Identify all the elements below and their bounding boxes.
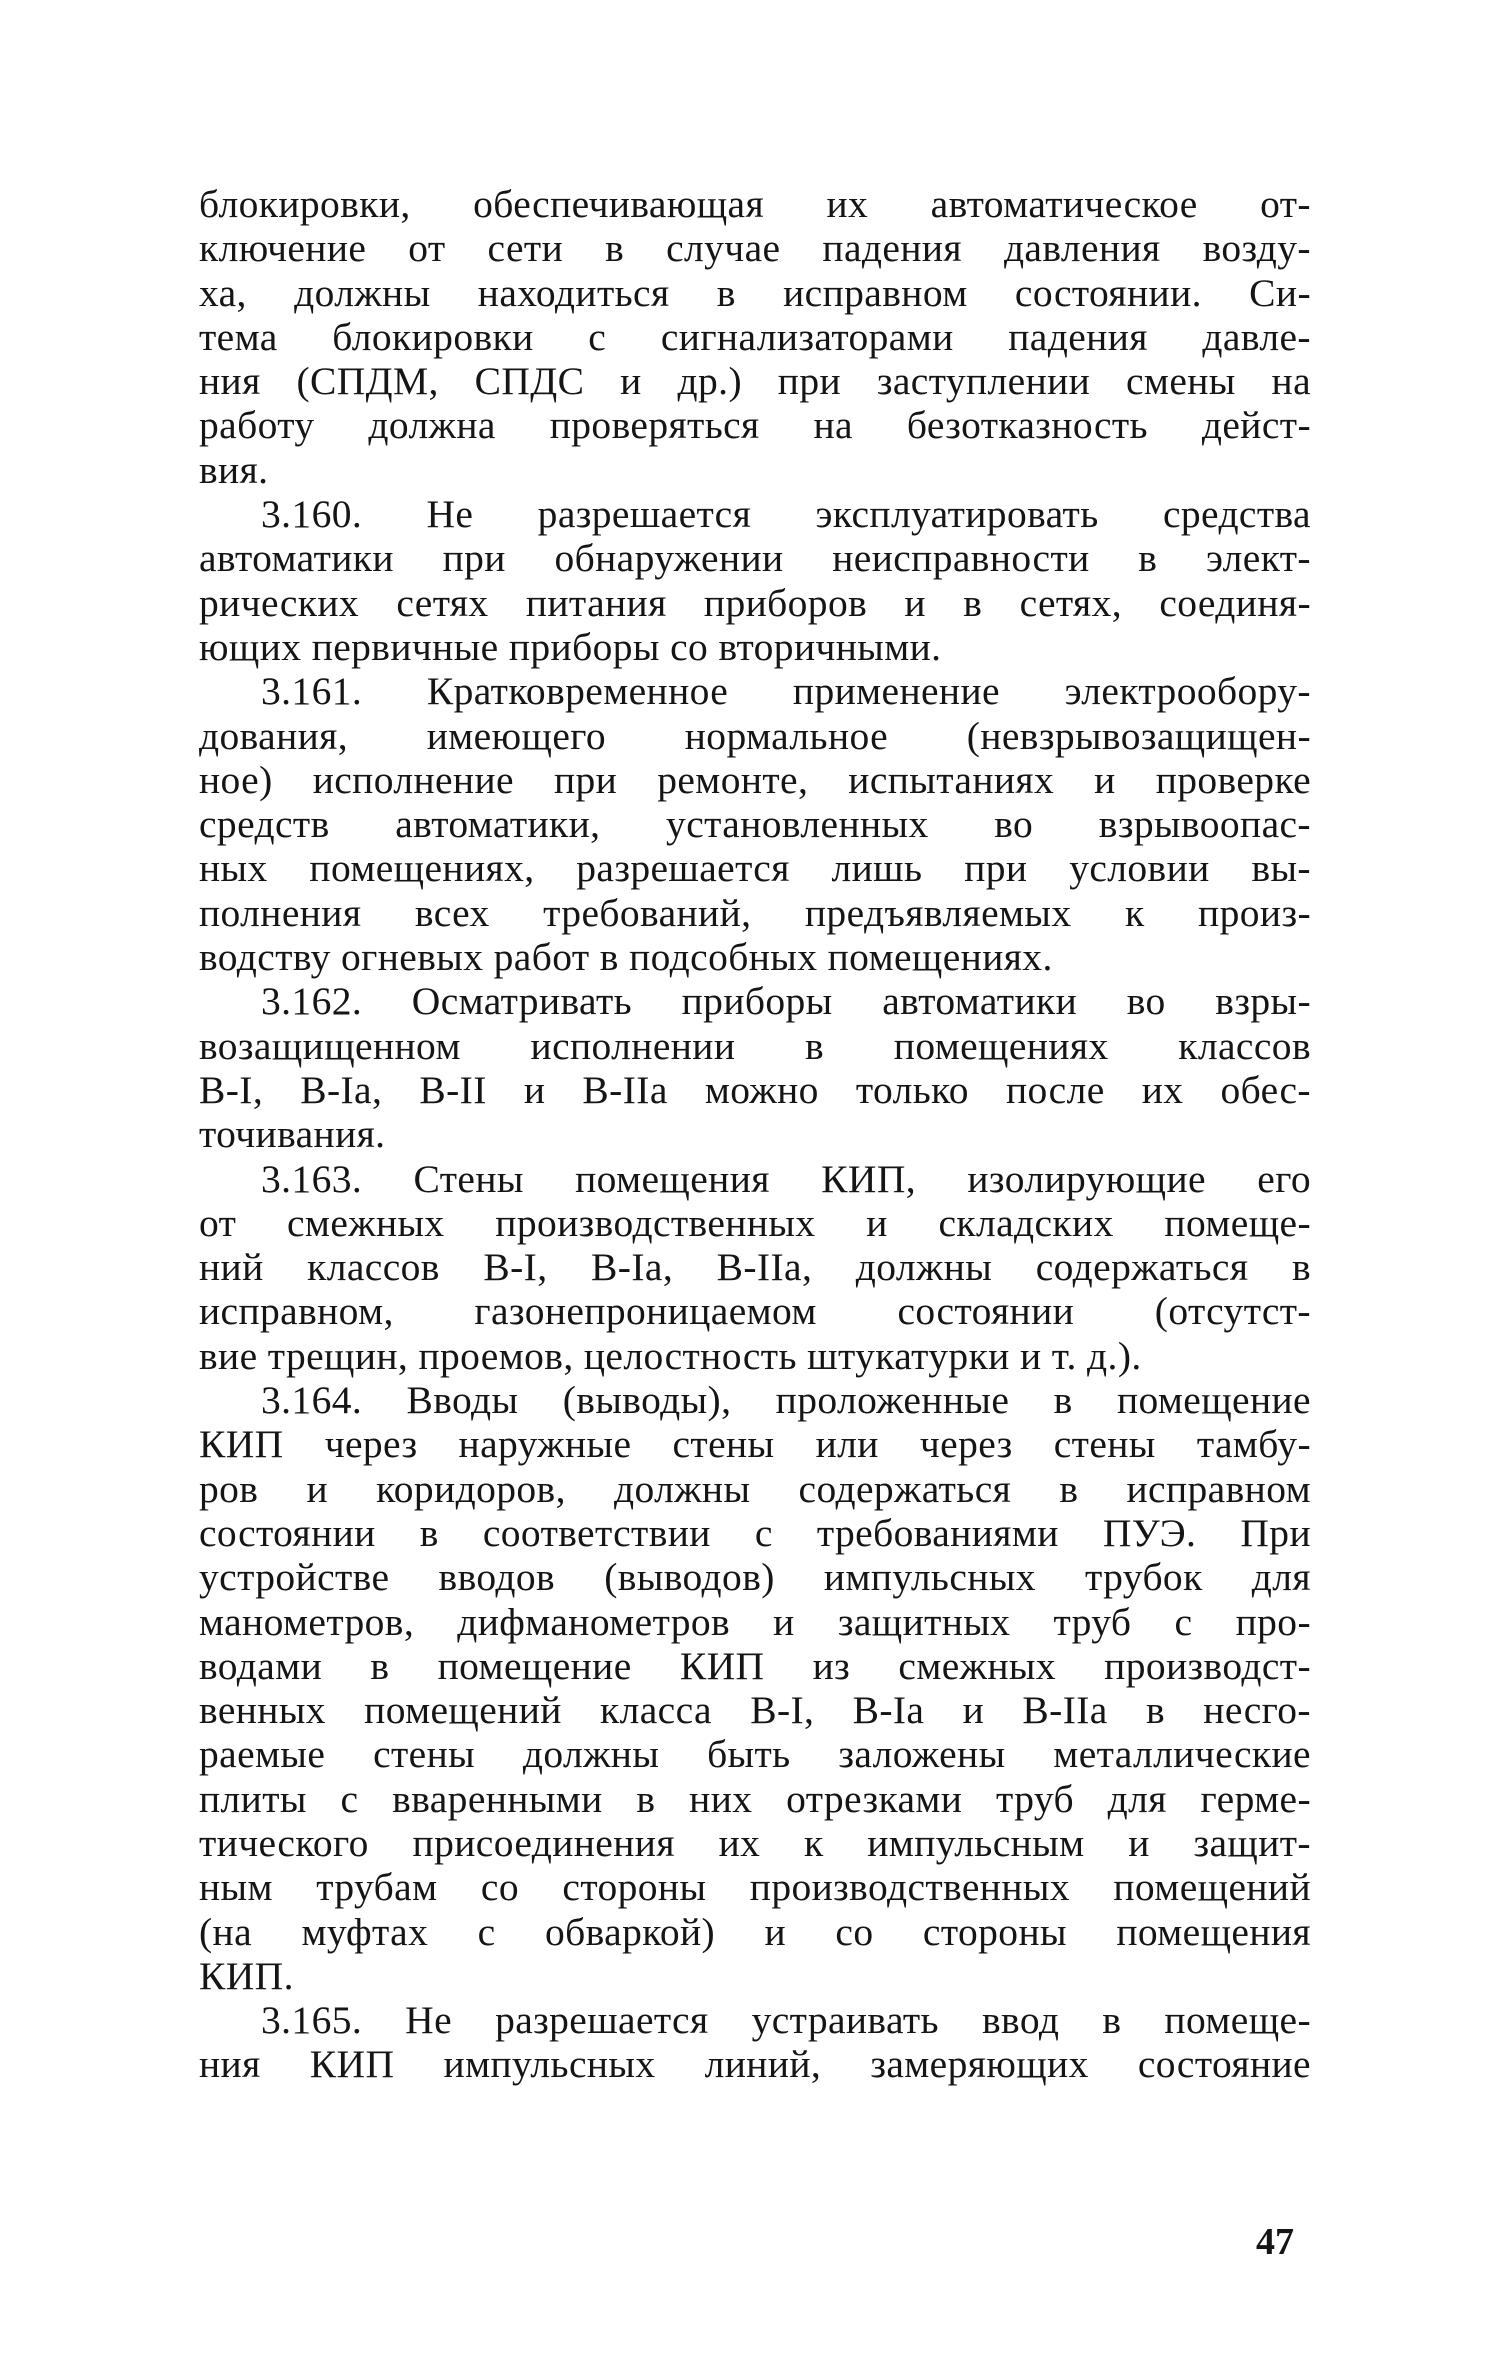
text-line: манометров, дифманометров и защитных труб с про- xyxy=(199,1599,1311,1644)
text-line: 3.162. Осматривать приборы автоматики во взры- xyxy=(261,979,1311,1024)
text-line: от смежных производственных и складских помеще- xyxy=(199,1200,1311,1245)
page-number: 47 xyxy=(1256,2221,1294,2263)
paragraph-3-160 xyxy=(199,492,1311,669)
text-line: тического присоединения их к импульсным и защит- xyxy=(199,1820,1311,1865)
text-line: тема блокировки с сигнализаторами падения давле- xyxy=(199,314,1311,359)
text-line: состоянии в соответствии с требованиями ПУЭ. При xyxy=(199,1510,1311,1555)
text-line: возащищенном исполнении в помещениях классов xyxy=(199,1023,1311,1068)
text-line: 3.164. Вводы (выводы), проложенные в помещение xyxy=(261,1378,1311,1423)
text-line: точивания. xyxy=(199,1112,386,1157)
text-line: 3.160. Не разрешается эксплуатировать средства xyxy=(261,492,1311,537)
text-line: 3.161. Кратковременное применение электрообору- xyxy=(261,669,1311,714)
page-body xyxy=(199,182,1311,2087)
paragraph-3-164 xyxy=(199,1378,1311,1998)
text-line: вие трещин, проемов, целостность штукатурки и т. д.). xyxy=(199,1333,1142,1378)
text-line: ров и коридоров, должны содержаться в исправном xyxy=(199,1466,1311,1511)
text-line: работу должна проверяться на безотказность дейст- xyxy=(199,403,1311,448)
text-line: полнения всех требований, предъявляемых к произ- xyxy=(199,890,1311,935)
text-line: раемые стены должны быть заложены металлические xyxy=(199,1732,1311,1777)
text-line: дования, имеющего нормальное (невзрывозащищен- xyxy=(199,713,1311,758)
text-line: плиты с вваренными в них отрезками труб для герме- xyxy=(199,1776,1311,1821)
text-line: ха, должны находиться в исправном состоянии. Си- xyxy=(199,270,1311,315)
text-line: водами в помещение КИП из смежных производст- xyxy=(199,1643,1311,1688)
text-line: исправном, газонепроницаемом состоянии (отсутст- xyxy=(199,1289,1311,1334)
text-line: вия. xyxy=(199,447,269,492)
text-line: ных помещениях, разрешается лишь при условии вы- xyxy=(199,846,1311,891)
text-line: блокировки, обеспечивающая их автоматическое от- xyxy=(199,182,1311,226)
text-line: ющих первичные приборы со вторичными. xyxy=(199,624,942,669)
text-line: ное) исполнение при ремонте, испытаниях и проверке xyxy=(199,757,1311,802)
text-line: венных помещений класса В-I, В-Iа и В-IIа в несго- xyxy=(199,1688,1311,1733)
text-line: устройстве вводов (выводов) импульсных трубок для xyxy=(199,1555,1311,1600)
text-line: (на муфтах с обваркой) и со стороны помещения xyxy=(199,1909,1311,1954)
text-line: КИП. xyxy=(199,1953,294,1998)
text-line: автоматики при обнаружении неисправности в элект- xyxy=(199,536,1311,581)
paragraph-3-161 xyxy=(199,669,1311,979)
text-line: ным трубам со стороны производственных помещений xyxy=(199,1865,1311,1910)
paragraph-3-162 xyxy=(199,979,1311,1156)
text-line: рических сетях питания приборов и в сетях, соединя- xyxy=(199,580,1311,625)
text-line: водству огневых работ в подсобных помещениях. xyxy=(199,935,1053,980)
text-line: 3.165. Не разрешается устраивать ввод в помеще- xyxy=(261,1998,1311,2043)
text-line: ния КИП импульсных линий, замеряющих состояние xyxy=(199,2042,1311,2087)
text-line: 3.163. Стены помещения КИП, изолирующие его xyxy=(261,1156,1311,1201)
text-line: ний классов В-I, В-Iа, В-IIа, должны содержаться в xyxy=(199,1245,1311,1290)
text-line: В-I, В-Iа, В-II и В-IIа можно только после их обес- xyxy=(199,1067,1311,1112)
text-line: КИП через наружные стены или через стены тамбу- xyxy=(199,1422,1311,1467)
text-line: ния (СПДМ, СПДС и др.) при заступлении смены на xyxy=(199,359,1311,404)
paragraph-continuation xyxy=(199,182,1311,492)
paragraph-3-163 xyxy=(199,1157,1311,1378)
text-line: средств автоматики, установленных во взрывоопас- xyxy=(199,802,1311,847)
paragraph-3-165 xyxy=(199,1998,1311,2087)
text-line: ключение от сети в случае падения давления возду- xyxy=(199,226,1311,271)
